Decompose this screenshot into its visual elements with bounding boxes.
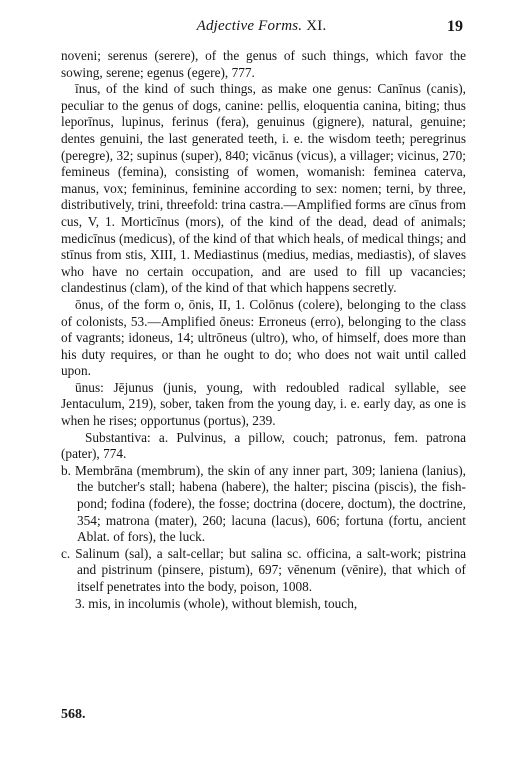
- paragraph-inus: īnus, of the kind of such things, as make one genus: Canīnus (canis), peculiar to the genus of dogs, canine: pellis, eloquentia canina, biting; thus leporīnus, lupinus, ferinus (fera), genuinus (gignere), natural, genuine; dentes genuini, the last generated teeth, i. e. the wisdom teeth; peregrinus (peregre), 32; supinus (super), 840; vicānus (vicus), a villager; vicinus, 270; femineus (femina), consisting of women, womanish: feminea caterva, manus, vox; femininus, feminine according to sex: nomen; terni, by three, distributively, trini, threefold: trina castra.—Amplified forms are cīnus from cus, V, 1. Morticīnus (mors), of the kind of the dead, dead of animals; medicīnus (medicus), of the kind of that which heals, of medical things; and stīnus from stis, XIII, 1. Mediastinus (medius, medias, mediastis), of slaves who have no certain occupation, and are used to fill up vacancies; clandestinus (clam), of the kind of that which happens secretly.: [61, 81, 466, 296]
- running-title-text: Adjective Forms.: [196, 18, 303, 34]
- paragraph-substantiva-a: Substantiva: a. Pulvinus, a pillow, couch; patronus, fem. patrona (pater), 774.: [61, 429, 466, 462]
- paragraph-substantiva-c: c. Salinum (sal), a salt-cellar; but salina sc. officina, a salt-work; pistrina and pistrinum (pinsere, pistum), 697; vēnenum (vēnire), that which of itself penetrates into the body, poison, 1008.: [61, 545, 466, 594]
- running-header: [60, 18, 463, 40]
- page-body: [61, 48, 466, 612]
- signature-number: 568.: [61, 707, 86, 722]
- paragraph-onus: ōnus, of the form o, ōnis, II, 1. Colōnus (colere), belonging to the class of colonists, 53.—Amplified ōneus: Erroneus (erro), belonging to the class of vagrants; idoneus, 14; ultrōneus (ultro), who, of himself, does more than his duty requires, or than he ought to do; who does not wait until called upon.: [61, 296, 466, 379]
- page-number: 19: [447, 18, 463, 35]
- paragraph-noveni: noveni; serenus (serere), of the genus of such things, which favor the sowing, serene; egenus (egere), 777.: [61, 48, 466, 80]
- paragraph-substantiva-b: b. Membrāna (membrum), the skin of any inner part, 309; laniena (lanius), the butcher's stall; habena (habere), the halter; piscina (piscis), the fish-pond; fodina (fodere), the fosse; doctrina (docere, doctum), the doctrine, 354; matrona (mater), 260; lacuna (lacus), 606; fortuna (fortu, ancient Ablat. of fors), the luck.: [61, 462, 466, 545]
- running-title: [60, 18, 463, 35]
- section-numeral: XI.: [306, 18, 327, 34]
- paragraph-unus: ūnus: Jējunus (junis, young, with redoubled radical syllable, see Jentaculum, 219), sober, taken from the young day, i. e. early day, as one is when he rises; opportunus (portus), 239.: [61, 379, 466, 429]
- paragraph-mis: 3. mis, in incolumis (whole), without blemish, touch,: [75, 595, 358, 611]
